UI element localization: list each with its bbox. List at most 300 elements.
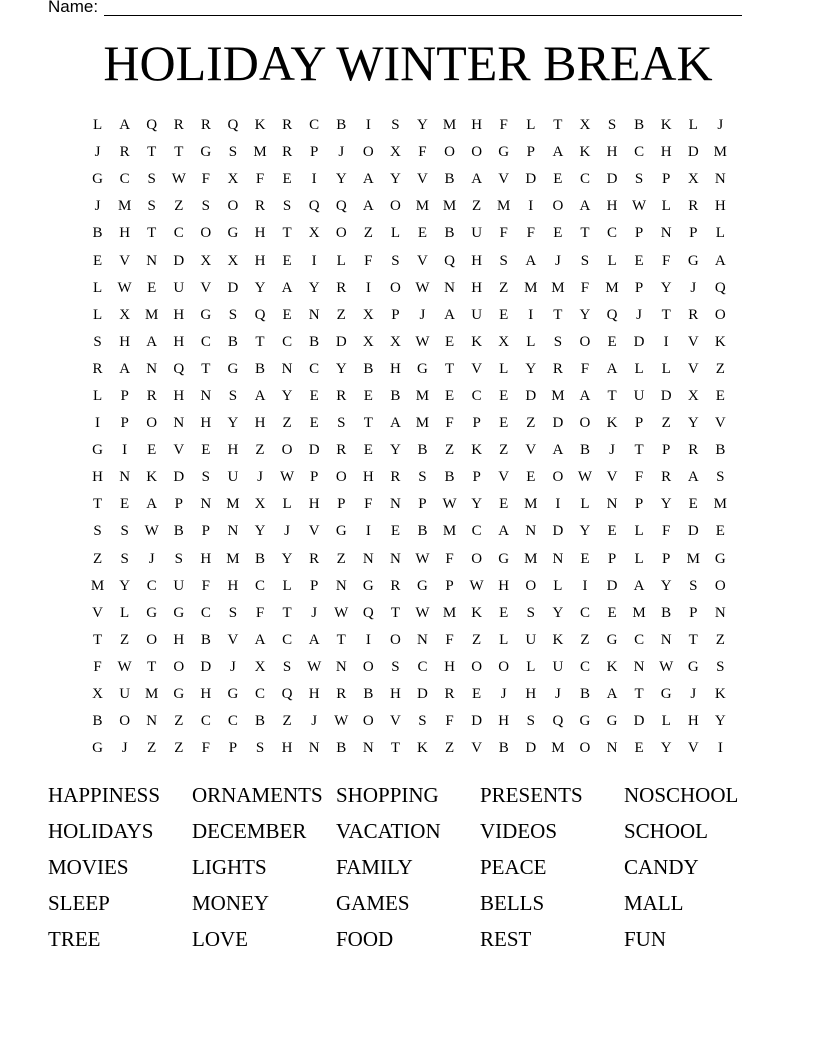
grid-letter: D bbox=[687, 144, 699, 161]
grid-letter: E bbox=[309, 387, 319, 404]
grid-letter: S bbox=[282, 198, 292, 215]
word-list-item: HAPPINESS bbox=[48, 783, 161, 808]
grid-row bbox=[84, 410, 734, 437]
grid-letter: Y bbox=[281, 550, 293, 567]
grid-letter: L bbox=[661, 713, 671, 730]
grid-letter: Z bbox=[580, 631, 590, 648]
grid-letter: Y bbox=[254, 523, 266, 540]
grid-letter: M bbox=[415, 198, 430, 215]
grid-letter: X bbox=[687, 387, 699, 404]
grid-row bbox=[84, 247, 734, 274]
grid-letter: Z bbox=[147, 740, 157, 757]
grid-letter: B bbox=[417, 442, 428, 459]
grid-letter: H bbox=[498, 577, 510, 594]
grid-letter: O bbox=[579, 415, 591, 432]
grid-letter: R bbox=[661, 469, 672, 486]
grid-letter: F bbox=[201, 171, 211, 188]
grid-letter: U bbox=[633, 387, 645, 404]
grid-letter: Z bbox=[444, 442, 455, 459]
grid-letter: R bbox=[255, 198, 266, 215]
grid-letter: Q bbox=[308, 198, 320, 215]
grid-letter: Y bbox=[687, 415, 699, 432]
grid-letter: G bbox=[227, 686, 239, 703]
grid-letter: T bbox=[201, 360, 211, 377]
grid-letter: T bbox=[553, 117, 563, 134]
grid-letter: N bbox=[173, 415, 185, 432]
grid-letter: G bbox=[660, 686, 672, 703]
grid-letter: T bbox=[336, 631, 346, 648]
grid-letter: P bbox=[309, 144, 319, 161]
grid-letter: B bbox=[498, 740, 509, 757]
grid-letter: J bbox=[311, 604, 318, 621]
grid-letter: M bbox=[253, 144, 267, 161]
grid-letter: N bbox=[200, 387, 212, 404]
grid-letter: E bbox=[580, 550, 590, 567]
grid-letter: M bbox=[226, 550, 240, 567]
grid-letter: S bbox=[418, 713, 427, 730]
grid-letter: N bbox=[308, 740, 320, 757]
grid-letter: N bbox=[633, 658, 645, 675]
grid-letter: E bbox=[553, 225, 563, 242]
grid-letter: T bbox=[92, 496, 103, 513]
grid-letter: P bbox=[391, 306, 400, 323]
grid-letter: S bbox=[418, 469, 427, 486]
grid-letter: T bbox=[282, 225, 292, 242]
grid-letter: J bbox=[121, 740, 128, 757]
grid-letter: J bbox=[94, 198, 101, 215]
grid-letter: R bbox=[336, 686, 347, 703]
grid-letter: N bbox=[417, 631, 428, 648]
grid-letter: P bbox=[526, 144, 535, 161]
name-label: Name: bbox=[48, 0, 99, 16]
grid-letter: I bbox=[717, 740, 723, 757]
grid-letter: R bbox=[200, 117, 211, 134]
grid-letter: C bbox=[634, 144, 645, 161]
grid-letter: H bbox=[227, 442, 239, 459]
grid-letter: A bbox=[362, 198, 374, 215]
grid-letter: Z bbox=[363, 225, 373, 242]
grid-letter: S bbox=[391, 252, 400, 269]
grid-letter: M bbox=[442, 604, 457, 621]
grid-letter: N bbox=[200, 496, 212, 513]
grid-letter: R bbox=[119, 144, 130, 161]
grid-letter: Z bbox=[174, 713, 184, 730]
grid-letter: W bbox=[469, 577, 484, 594]
grid-letter: B bbox=[444, 225, 455, 242]
grid-letter: F bbox=[662, 252, 671, 269]
grid-letter: I bbox=[365, 117, 371, 134]
grid-letter: Q bbox=[714, 279, 726, 296]
grid-letter: L bbox=[92, 279, 103, 296]
grid-letter: Z bbox=[661, 415, 671, 432]
grid-letter: I bbox=[528, 198, 534, 215]
grid-letter: V bbox=[498, 171, 510, 188]
grid-letter: T bbox=[553, 306, 563, 323]
grid-letter: Y bbox=[417, 117, 428, 134]
grid-letter: G bbox=[92, 442, 103, 459]
word-row bbox=[48, 814, 788, 850]
grid-letter: U bbox=[552, 658, 564, 675]
grid-letter: N bbox=[146, 252, 158, 269]
grid-letter: D bbox=[633, 713, 645, 730]
grid-letter: S bbox=[120, 550, 129, 567]
grid-letter: H bbox=[173, 333, 185, 350]
grid-letter: B bbox=[336, 740, 347, 757]
grid-row bbox=[84, 356, 734, 383]
grid-letter: I bbox=[95, 415, 101, 432]
grid-letter: S bbox=[580, 252, 590, 269]
grid-letter: C bbox=[309, 117, 320, 134]
grid-letter: H bbox=[660, 144, 672, 161]
grid-letter: L bbox=[715, 225, 725, 242]
grid-letter: J bbox=[419, 306, 426, 323]
grid-letter: T bbox=[363, 415, 373, 432]
grid-row bbox=[84, 383, 734, 410]
grid-letter: F bbox=[255, 604, 265, 621]
grid-letter: E bbox=[715, 523, 725, 540]
grid-letter: C bbox=[282, 333, 293, 350]
grid-letter: A bbox=[362, 171, 374, 188]
grid-letter: Y bbox=[389, 442, 401, 459]
grid-letter: A bbox=[525, 252, 537, 269]
grid-letter: H bbox=[200, 415, 212, 432]
grid-letter: M bbox=[551, 387, 565, 404]
grid-letter: K bbox=[471, 442, 483, 459]
grid-letter: N bbox=[281, 360, 293, 377]
grid-letter: S bbox=[553, 333, 563, 350]
grid-letter: D bbox=[525, 387, 537, 404]
grid-letter: E bbox=[499, 387, 509, 404]
grid-letter: Z bbox=[336, 550, 346, 567]
word-list-item: HOLIDAYS bbox=[48, 819, 154, 844]
grid-letter: D bbox=[606, 171, 618, 188]
grid-letter: N bbox=[362, 550, 374, 567]
grid-row bbox=[84, 681, 734, 708]
grid-row bbox=[84, 220, 734, 247]
grid-letter: D bbox=[660, 387, 672, 404]
grid-letter: Z bbox=[174, 740, 184, 757]
grid-letter: G bbox=[227, 225, 239, 242]
grid-letter: G bbox=[92, 740, 103, 757]
grid-letter: S bbox=[391, 658, 400, 675]
grid-letter: N bbox=[335, 577, 347, 594]
grid-letter: H bbox=[254, 415, 266, 432]
grid-letter: B bbox=[173, 523, 184, 540]
grid-letter: Y bbox=[389, 171, 401, 188]
grid-letter: T bbox=[147, 225, 157, 242]
grid-row bbox=[84, 166, 734, 193]
grid-letter: V bbox=[417, 252, 428, 269]
grid-letter: S bbox=[255, 740, 265, 757]
grid-letter: F bbox=[499, 117, 508, 134]
grid-letter: L bbox=[580, 496, 590, 513]
grid-letter: S bbox=[716, 658, 725, 675]
grid-letter: Y bbox=[552, 604, 564, 621]
grid-letter: M bbox=[713, 496, 727, 513]
grid-letter: L bbox=[526, 658, 536, 675]
grid-letter: N bbox=[552, 550, 564, 567]
grid-letter: B bbox=[255, 550, 266, 567]
grid-letter: C bbox=[119, 171, 130, 188]
grid-letter: B bbox=[661, 604, 672, 621]
grid-letter: R bbox=[92, 360, 103, 377]
word-list-item: MONEY bbox=[192, 890, 269, 915]
grid-letter: L bbox=[634, 360, 644, 377]
grid-letter: W bbox=[171, 171, 186, 188]
grid-letter: B bbox=[92, 225, 103, 242]
grid-letter: W bbox=[415, 604, 430, 621]
grid-letter: R bbox=[282, 117, 293, 134]
grid-row bbox=[84, 654, 734, 681]
grid-letter: A bbox=[498, 523, 510, 540]
grid-letter: D bbox=[552, 523, 564, 540]
grid-letter: P bbox=[201, 523, 211, 540]
grid-letter: V bbox=[92, 604, 103, 621]
grid-letter: M bbox=[442, 523, 457, 540]
word-list-item: TREE bbox=[48, 926, 101, 951]
word-list-item: ORNAMENTS bbox=[192, 783, 323, 808]
word-list-item: FOOD bbox=[336, 926, 394, 951]
grid-letter: E bbox=[499, 415, 509, 432]
grid-letter: N bbox=[227, 523, 239, 540]
grid-letter: S bbox=[201, 198, 211, 215]
grid-letter: V bbox=[687, 333, 699, 350]
grid-letter: L bbox=[499, 360, 509, 377]
grid-letter: N bbox=[146, 713, 158, 730]
grid-letter: F bbox=[445, 415, 454, 432]
word-list-item: SHOPPING bbox=[336, 783, 439, 808]
grid-letter: M bbox=[524, 496, 538, 513]
grid-letter: C bbox=[282, 631, 293, 648]
grid-letter: S bbox=[120, 523, 129, 540]
grid-letter: E bbox=[444, 333, 455, 350]
grid-letter: I bbox=[582, 577, 588, 594]
grid-letter: L bbox=[92, 387, 103, 404]
grid-letter: W bbox=[415, 279, 430, 296]
grid-letter: X bbox=[119, 306, 131, 323]
grid-letter: O bbox=[335, 469, 347, 486]
grid-letter: C bbox=[200, 713, 211, 730]
grid-letter: W bbox=[334, 604, 349, 621]
grid-letter: Z bbox=[472, 631, 482, 648]
grid-letter: H bbox=[389, 686, 401, 703]
grid-letter: I bbox=[365, 279, 371, 296]
grid-letter: O bbox=[552, 198, 564, 215]
grid-letter: U bbox=[173, 577, 185, 594]
grid-letter: W bbox=[144, 523, 159, 540]
grid-letter: M bbox=[117, 198, 132, 215]
grid-letter: L bbox=[661, 198, 671, 215]
grid-letter: B bbox=[92, 713, 103, 730]
grid-letter: F bbox=[364, 252, 373, 269]
grid-letter: S bbox=[93, 333, 102, 350]
grid-letter: A bbox=[281, 279, 293, 296]
grid-letter: H bbox=[281, 740, 293, 757]
grid-letter: M bbox=[226, 496, 240, 513]
grid-letter: K bbox=[417, 740, 428, 757]
grid-letter: J bbox=[94, 144, 101, 161]
grid-letter: O bbox=[362, 713, 374, 730]
word-list-item: NOSCHOOL bbox=[624, 783, 739, 808]
grid-letter: S bbox=[634, 171, 644, 188]
grid-letter: B bbox=[715, 442, 726, 459]
grid-letter: T bbox=[174, 144, 184, 161]
grid-letter: H bbox=[389, 360, 401, 377]
grid-letter: V bbox=[308, 523, 320, 540]
grid-letter: A bbox=[687, 469, 699, 486]
grid-letter: X bbox=[200, 252, 212, 269]
grid-row bbox=[84, 139, 734, 166]
grid-letter: W bbox=[577, 469, 593, 486]
grid-letter: K bbox=[579, 144, 591, 161]
grid-letter: M bbox=[632, 604, 646, 621]
grid-letter: Q bbox=[606, 306, 618, 323]
grid-letter: E bbox=[444, 387, 455, 404]
grid-letter: Z bbox=[92, 550, 103, 567]
grid-letter: N bbox=[308, 306, 320, 323]
grid-letter: O bbox=[146, 631, 158, 648]
grid-letter: P bbox=[662, 550, 671, 567]
grid-letter: S bbox=[607, 117, 617, 134]
grid-letter: W bbox=[632, 198, 647, 215]
grid-letter: L bbox=[607, 252, 617, 269]
grid-letter: E bbox=[282, 252, 292, 269]
grid-letter: V bbox=[119, 252, 131, 269]
grid-letter: F bbox=[580, 279, 590, 296]
grid-letter: B bbox=[634, 117, 645, 134]
grid-letter: S bbox=[391, 117, 400, 134]
grid-letter: L bbox=[634, 523, 644, 540]
grid-letter: Z bbox=[444, 740, 455, 757]
grid-letter: O bbox=[362, 144, 374, 161]
grid-letter: J bbox=[500, 686, 507, 703]
grid-letter: M bbox=[524, 279, 538, 296]
grid-letter: S bbox=[337, 415, 346, 432]
grid-letter: Y bbox=[579, 523, 591, 540]
grid-letter: V bbox=[687, 360, 699, 377]
page-title: HOLIDAY WINTER BREAK bbox=[103, 35, 713, 91]
grid-letter: E bbox=[607, 333, 617, 350]
grid-letter: K bbox=[714, 686, 726, 703]
grid-letter: M bbox=[686, 550, 700, 567]
grid-letter: E bbox=[363, 442, 373, 459]
grid-letter: P bbox=[634, 415, 644, 432]
grid-letter: A bbox=[254, 631, 266, 648]
grid-letter: O bbox=[173, 658, 185, 675]
word-list-item: SLEEP bbox=[48, 890, 110, 915]
grid-letter: A bbox=[714, 252, 726, 269]
grid-letter: J bbox=[554, 686, 561, 703]
grid-letter: O bbox=[552, 469, 564, 486]
grid-letter: S bbox=[174, 550, 183, 567]
grid-letter: R bbox=[688, 198, 699, 215]
grid-letter: I bbox=[122, 442, 128, 459]
grid-letter: F bbox=[364, 496, 373, 513]
grid-letter: Y bbox=[714, 713, 726, 730]
grid-letter: O bbox=[471, 144, 483, 161]
word-list-item: VACATION bbox=[336, 819, 441, 844]
grid-letter: C bbox=[471, 523, 482, 540]
grid-letter: O bbox=[579, 333, 591, 350]
grid-letter: Q bbox=[281, 686, 293, 703]
grid-letter: A bbox=[119, 360, 131, 377]
grid-letter: N bbox=[714, 171, 726, 188]
grid-letter: P bbox=[174, 496, 183, 513]
grid-letter: P bbox=[309, 469, 319, 486]
grid-letter: O bbox=[525, 577, 537, 594]
grid-letter: V bbox=[714, 415, 726, 432]
grid-letter: R bbox=[444, 686, 455, 703]
grid-letter: L bbox=[688, 117, 698, 134]
grid-row bbox=[84, 437, 734, 464]
grid-row bbox=[84, 708, 734, 735]
grid-letter: S bbox=[228, 144, 238, 161]
grid-letter: F bbox=[418, 144, 427, 161]
grid-letter: H bbox=[173, 306, 185, 323]
grid-letter: Q bbox=[444, 252, 455, 269]
grid-letter: F bbox=[634, 469, 644, 486]
word-row bbox=[48, 885, 788, 921]
grid-letter: M bbox=[145, 306, 159, 323]
grid-letter: F bbox=[445, 631, 454, 648]
word-row bbox=[48, 921, 788, 957]
grid-letter: V bbox=[200, 279, 212, 296]
grid-letter: P bbox=[689, 225, 698, 242]
grid-letter: M bbox=[415, 415, 430, 432]
grid-letter: K bbox=[254, 117, 266, 134]
grid-letter: S bbox=[526, 713, 535, 730]
grid-letter: G bbox=[200, 306, 212, 323]
grid-letter: L bbox=[336, 252, 346, 269]
grid-letter: E bbox=[472, 686, 482, 703]
grid-letter: D bbox=[525, 740, 537, 757]
grid-letter: G bbox=[362, 577, 374, 594]
grid-letter: B bbox=[336, 117, 347, 134]
grid-letter: Z bbox=[120, 631, 130, 648]
grid-letter: G bbox=[606, 713, 618, 730]
grid-letter: L bbox=[92, 117, 103, 134]
grid-letter: Y bbox=[227, 415, 239, 432]
grid-letter: T bbox=[390, 740, 400, 757]
grid-letter: D bbox=[335, 333, 347, 350]
grid-letter: Y bbox=[308, 279, 320, 296]
grid-letter: V bbox=[389, 713, 401, 730]
grid-letter: G bbox=[173, 686, 185, 703]
grid-letter: C bbox=[255, 686, 266, 703]
grid-letter: A bbox=[146, 496, 158, 513]
grid-letter: Z bbox=[499, 279, 509, 296]
grid-letter: M bbox=[442, 117, 457, 134]
grid-letter: E bbox=[363, 387, 373, 404]
grid-letter: H bbox=[227, 577, 239, 594]
grid-letter: M bbox=[90, 577, 105, 594]
grid-letter: B bbox=[363, 686, 374, 703]
grid-letter: G bbox=[227, 360, 239, 377]
word-list-item: FAMILY bbox=[336, 854, 413, 879]
grid-letter: O bbox=[227, 198, 239, 215]
grid-letter: R bbox=[309, 550, 320, 567]
grid-letter: Z bbox=[336, 306, 346, 323]
grid-letter: B bbox=[444, 171, 455, 188]
grid-letter: T bbox=[580, 225, 590, 242]
grid-letter: E bbox=[499, 306, 509, 323]
grid-letter: O bbox=[498, 658, 510, 675]
grid-letter: I bbox=[365, 631, 371, 648]
grid-letter: L bbox=[553, 577, 563, 594]
grid-letter: V bbox=[687, 740, 699, 757]
grid-letter: N bbox=[606, 740, 618, 757]
grid-letter: P bbox=[120, 415, 129, 432]
